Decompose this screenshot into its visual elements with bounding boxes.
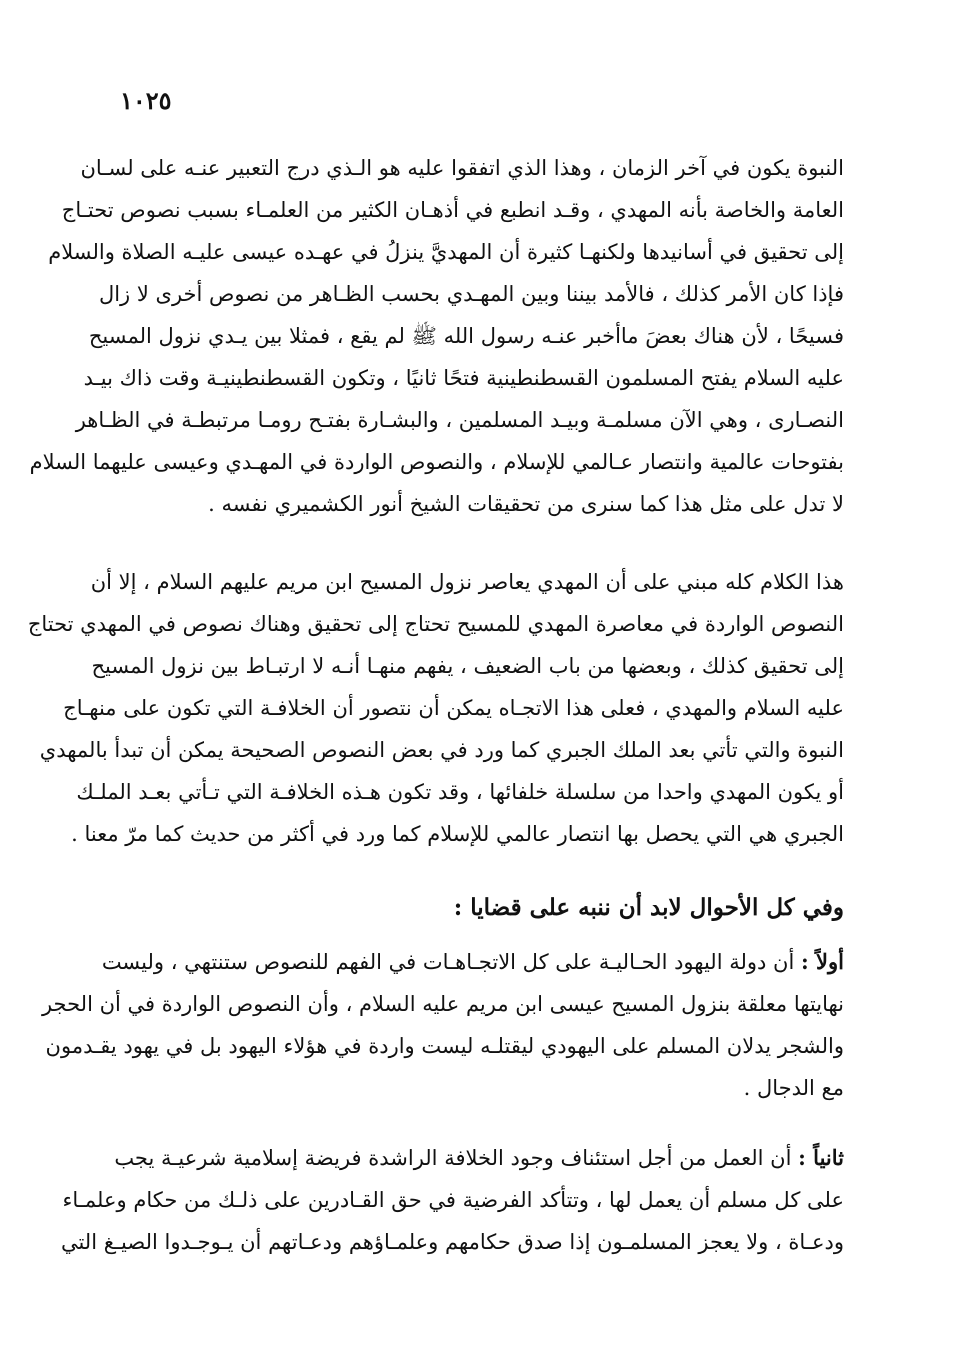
- paragraph-line: أو يكون المهدي واحدا من سلسلة خلفائها ، وقد تكون هـذه الخلافـة التي تـأتي بعـد الملـك: [76, 780, 844, 804]
- point-label: ثانياً :: [798, 1145, 844, 1170]
- point-first-line: [114, 1137, 844, 1179]
- paragraph-line: ودعـاة ، ولا يعجز المسلمـون إذا صدق حكامهم وعلمـاؤهم ودعـاتهم أن يـوجـدوا الصيـغ التي: [60, 1230, 844, 1254]
- point-text: أن دولة اليهود الحـاليـة على كل الاتجـاهـات في الفهم للنصوص ستنتهي ، وليست: [101, 950, 795, 974]
- paragraph-line: النصوص الواردة في معاصرة المهدي للمسيح تحتاج إلى تحقيق وهناك نصوص في المهدي تحتاج: [27, 612, 844, 636]
- point-2: [60, 1137, 844, 1263]
- paragraph-line: نهايتها معلقة بنزول المسيح عيسى ابن مريم عليه السلام ، وأن النصوص الواردة في أن الحجر: [41, 992, 844, 1016]
- paragraph-line: فإذا كان الأمر كذلك ، فالأمد بيننا وبين المهـدي بحسب الظـاهر من نصوص أخرى لا زال: [98, 282, 844, 306]
- point-label: أولاً :: [800, 949, 844, 974]
- paragraph-line: إلى تحقيق كذلك ، وبعضها من باب الضعيف ، يفهم منهـا أنـه لا ارتبـاط بين نزول المسيح: [91, 654, 844, 678]
- point-first-line: [101, 941, 844, 983]
- paragraph-line: النبوة يكون في آخر الزمان ، وهذا الذي اتفقوا عليه هو الـذي درج التعبير عنـه على لسـان: [80, 156, 844, 180]
- point-1: [41, 941, 844, 1109]
- page-number: ١٠٢٥: [120, 86, 172, 115]
- paragraph-line: إلى تحقيق في أسانيدها ولكنهـا كثيرة أن المهديَّ ينزلُ في عهـده عيسى عليـه الصلاة والسلام: [48, 240, 844, 264]
- paragraph-line: بفتوحات عالمية وانتصار عـالمي للإسلام ، والنصوص الواردة في المهـدي وعيسى عليهما السلام: [29, 450, 844, 474]
- paragraph-line: النصـارى ، وهي الآن مسلمـة وبيـد المسلمين ، والبشـارة بفتـح رومـا مرتبطـة في الظـاهر: [75, 408, 844, 432]
- paragraph-line: هذا الكلام كله مبني على أن المهدي يعاصر نزول المسيح ابن مريم عليهم السلام ، إلا أن: [90, 570, 844, 594]
- paragraph-line: العامة والخاصة بأنه المهدي ، وقـد انطبع في أذهـان الكثير من العلمـاء بسبب نصوص تحتـاج: [61, 198, 844, 222]
- paragraph-line: مع الدجال .: [743, 1076, 844, 1100]
- paragraph-line: الجبري هي التي يحصل بها انتصار عالمي للإسلام كما ورد في أكثر من حديث كما مرّ معنا .: [71, 822, 844, 846]
- paragraph-line: فسيحًا ، لأن هناك بعضَ ماأخبر عنـه رسول الله ﷺ لم يقع ، فمثلا بين يـدي نزول المسيح: [88, 324, 844, 348]
- paragraph-line: عليه السلام يفتح المسلمون القسطنطينية فتحًا ثانيًا ، وتكون القسطنطينيـة وقت ذاك بيـد: [83, 366, 844, 390]
- paragraph-line: النبوة والتي تأتي بعد الملك الجبري كما ورد في بعض النصوص الصحيحة يمكن أن تبدأ بالمهدي: [39, 738, 844, 762]
- paragraph-1: [29, 147, 844, 525]
- paragraph-2: [27, 561, 844, 855]
- point-text: أن العمل من أجل استئناف وجود الخلافة الراشدة فريضة إسلامية شرعيـة يجب: [114, 1146, 792, 1170]
- paragraph-line: على كل مسلم أن يعمل لها ، وتتأكد الفرضية في حق القـادرين على ذلـك من حكام وعلمـاء: [62, 1188, 844, 1212]
- section-heading: وفي كل الأحوال لابد أن ننبه على قضايا :: [453, 894, 844, 921]
- paragraph-line: لا تدل على مثل هذا كما سنرى من تحقيقات الشيخ أنور الكشميري نفسه .: [208, 492, 844, 516]
- paragraph-line: والشجر يدلان المسلم على اليهودي ليقتلـه ليست واردة في هؤلاء اليهود بل في يهود يقـدمون: [45, 1034, 844, 1058]
- paragraph-line: عليه السلام والمهدي ، فعلى هذا الاتجـاه يمكن أن نتصور أن الخلافـة التي تكون على منهـاج: [63, 696, 844, 720]
